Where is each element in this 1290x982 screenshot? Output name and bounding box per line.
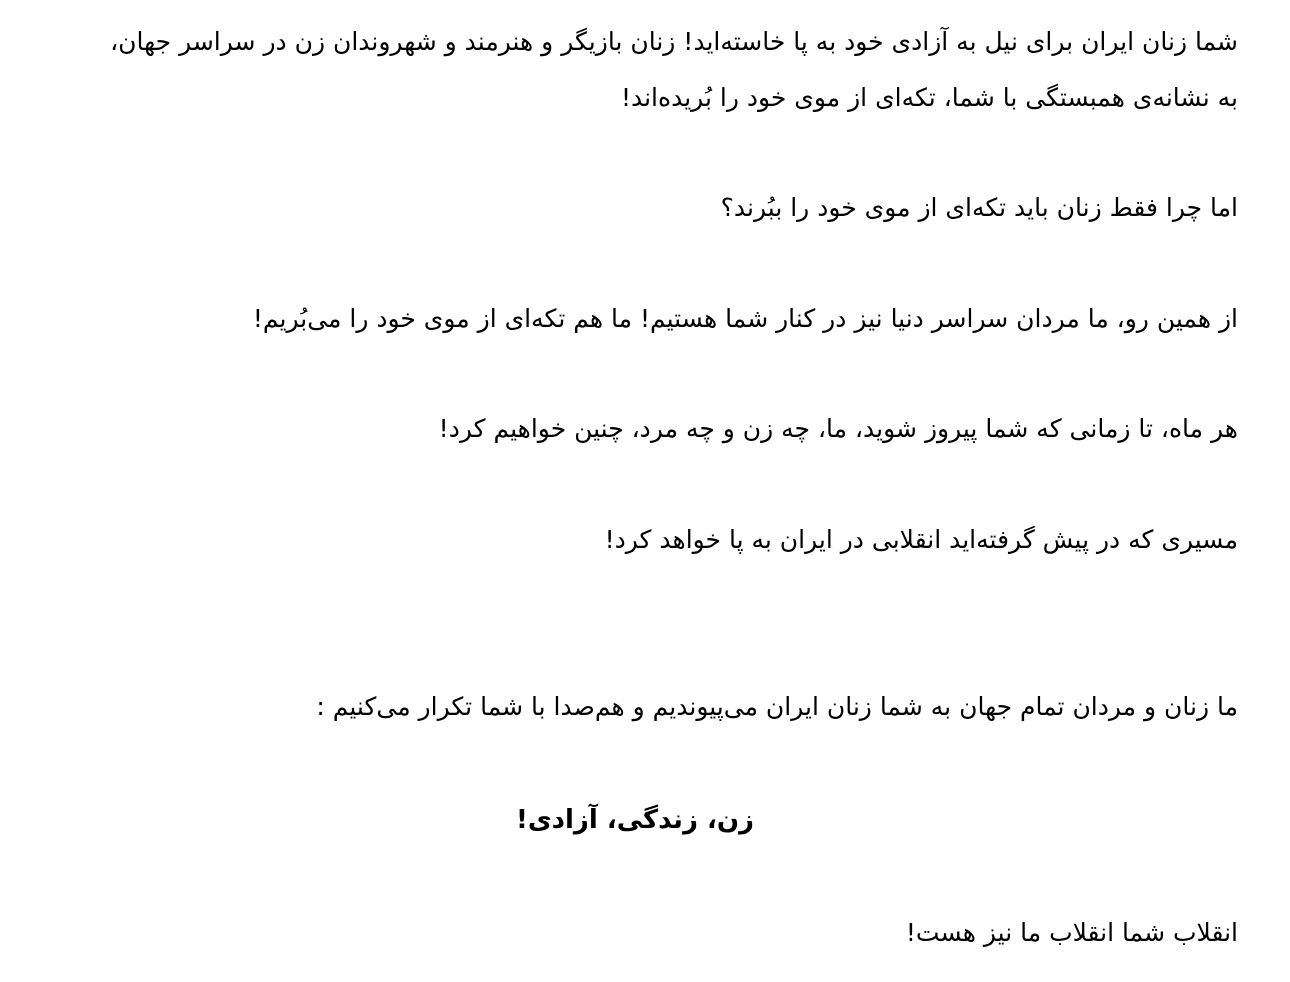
slogan: زن، زندگی، آزادی! <box>515 805 754 835</box>
paragraph-3: از همین رو، ما مردان سراسر دنیا نیز در کنار شما هستیم! ما هم تکه‌ای از موی خود را می‌بُریم! <box>252 304 1238 333</box>
paragraph-5: مسیری که در پیش گرفته‌اید انقلابی در ایران به پا خواهد کرد! <box>604 525 1238 554</box>
paragraph-6: ما زنان و مردان تمام جهان به شما زنان ایران می‌پیوندیم و هم‌صدا با شما تکرار می‌کنیم : <box>316 692 1238 721</box>
closing-line: انقلاب شما انقلاب ما نیز هست! <box>905 918 1238 947</box>
paragraph-1-line-1: شما زنان ایران برای نیل به آزادی خود به پا خاسته‌اید! زنان بازیگر و هنرمند و شهروندان زن در سراسر جهان، <box>110 27 1238 56</box>
paragraph-4: هر ماه، تا زمانی که شما پیروز شوید، ما، چه زن و چه مرد، چنین خواهیم کرد! <box>438 414 1238 443</box>
paragraph-1-line-2: به نشانه‌ی همبستگی با شما، تکه‌ای از موی خود را بُریده‌اند! <box>620 83 1238 112</box>
paragraph-2: اما چرا فقط زنان باید تکه‌ای از موی خود را ببُرند؟ <box>720 193 1238 222</box>
